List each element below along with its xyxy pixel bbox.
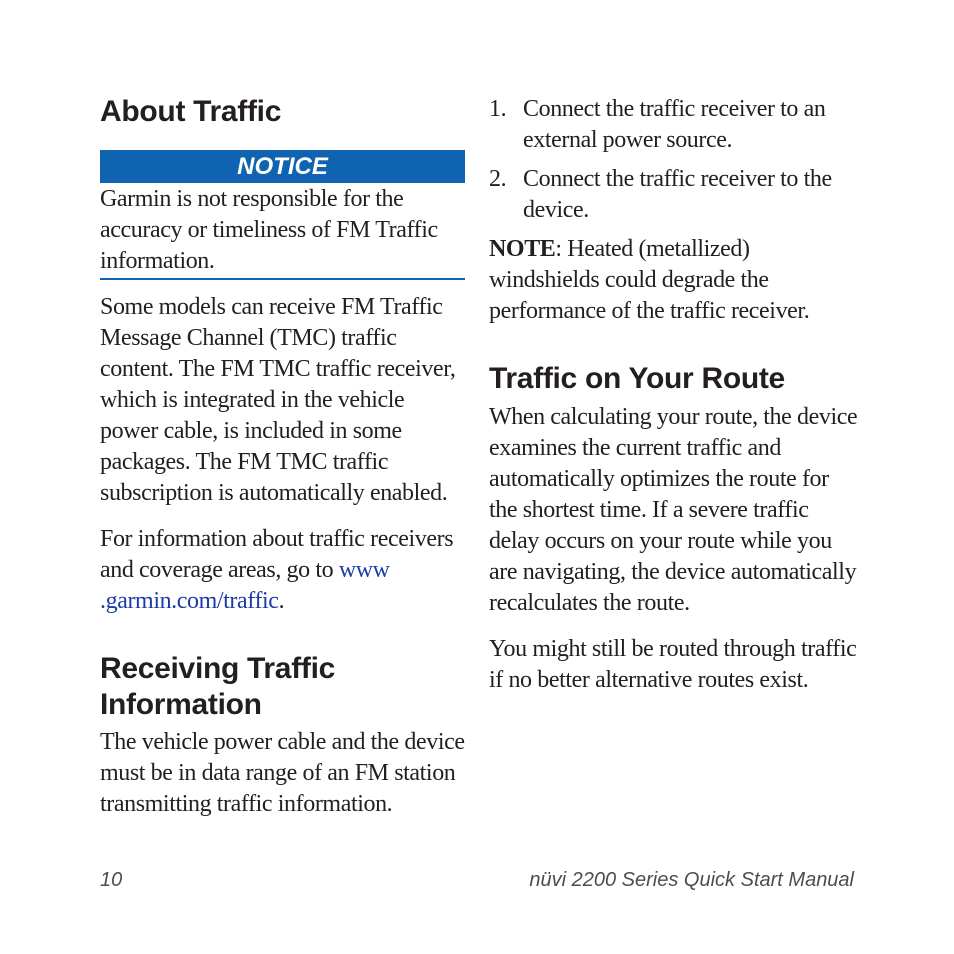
page-number: 10	[100, 869, 123, 891]
step-number: 1.	[489, 96, 507, 122]
step-number: 2.	[489, 166, 507, 192]
note-paragraph	[489, 234, 859, 327]
alternative-routes-paragraph: You might still be routed through traffic if no better alternative routes exist.	[489, 636, 857, 693]
tmc-paragraph: Some models can receive FM Traffic Message Channel (TMC) traffic content. The FM TMC traffic receiver, which is integrated in the vehicle power cable, is included in some packages. The FM TMC traffic subscription is automatically enabled.	[100, 294, 456, 506]
route-calculation-paragraph: When calculating your route, the device examines the current traffic and automatically optimizes the route for the shortest time. If a severe traffic delay occurs on your route while you are navigating, the device automatically recalculates the route.	[489, 404, 858, 616]
receiving-traffic-heading: Receiving Traffic Information	[100, 652, 335, 721]
list-item	[489, 94, 859, 156]
setup-steps-list	[489, 94, 859, 234]
manual-title: nüvi 2200 Series Quick Start Manual	[529, 869, 854, 891]
garmin-traffic-link[interactable]: www .garmin.com/traffic	[100, 557, 390, 614]
step-text: Connect the traffic receiver to an external power source.	[523, 96, 826, 153]
about-traffic-heading: About Traffic	[100, 95, 282, 128]
traffic-info-paragraph	[100, 524, 470, 617]
notice-divider	[100, 278, 465, 280]
traffic-on-route-heading: Traffic on Your Route	[489, 362, 785, 395]
list-item	[489, 164, 859, 226]
info-suffix: .	[278, 588, 285, 614]
note-label: NOTE	[489, 236, 556, 262]
info-prefix: For information about traffic receivers and coverage areas, go to	[100, 526, 454, 583]
notice-text: Garmin is not responsible for the accuracy or timeliness of FM Traffic information.	[100, 186, 438, 274]
notice-banner: NOTICE	[100, 150, 465, 183]
step-text: Connect the traffic receiver to the device.	[523, 166, 832, 223]
note-text: : Heated (metallized) windshields could degrade the performance of the traffic receiver.	[489, 236, 810, 324]
vehicle-cable-paragraph: The vehicle power cable and the device must be in data range of an FM station transmitting traffic information.	[100, 729, 465, 817]
